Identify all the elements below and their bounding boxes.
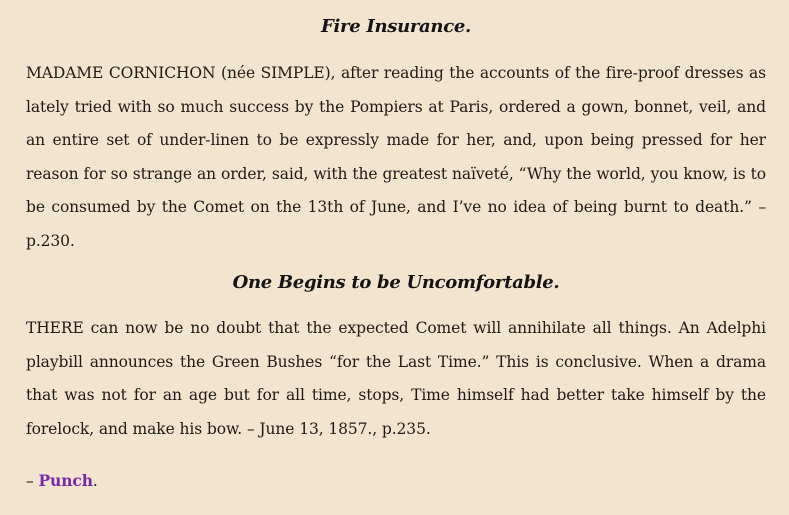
section-title-uncomfortable: One Begins to be Uncomfortable. bbox=[232, 272, 560, 293]
section-body-fire-insurance bbox=[26, 57, 766, 258]
section-body-uncomfortable bbox=[26, 312, 766, 446]
source-signature bbox=[26, 464, 766, 499]
punch-link[interactable]: Punch bbox=[38, 471, 93, 490]
signature-period: . bbox=[92, 472, 98, 490]
section-citation: – p.230. bbox=[26, 198, 767, 250]
section-title-fire-insurance: Fire Insurance. bbox=[321, 16, 471, 37]
section-body-text: THERE can now be no doubt that the expected Comet will annihilate all things. An Adelphi playbill announces the Green Bushes “for the Last Time.” This is conclusive. When a drama that was not for an age but for all time, stops, Time himself had better take himself by the forelock, and make his bow. bbox=[26, 319, 766, 438]
signature-dash: – bbox=[26, 472, 39, 490]
section-citation: – June 13, 1857., p.235. bbox=[246, 419, 431, 438]
section-body-text: MADAME CORNICHON (née SIMPLE), after reading the accounts of the fire-proof dresses as lately tried with so much success by the Pompiers at Paris, ordered a gown, bonnet, veil, and an entire set of under-linen to be expressly made for her, and, upon being pressed for her reason for so strange an order, said, with the greatest naïveté, “Why the world, you know, is to be consumed by the Comet on the 13th of June, and I’ve no idea of being burnt to death.” bbox=[26, 64, 766, 216]
